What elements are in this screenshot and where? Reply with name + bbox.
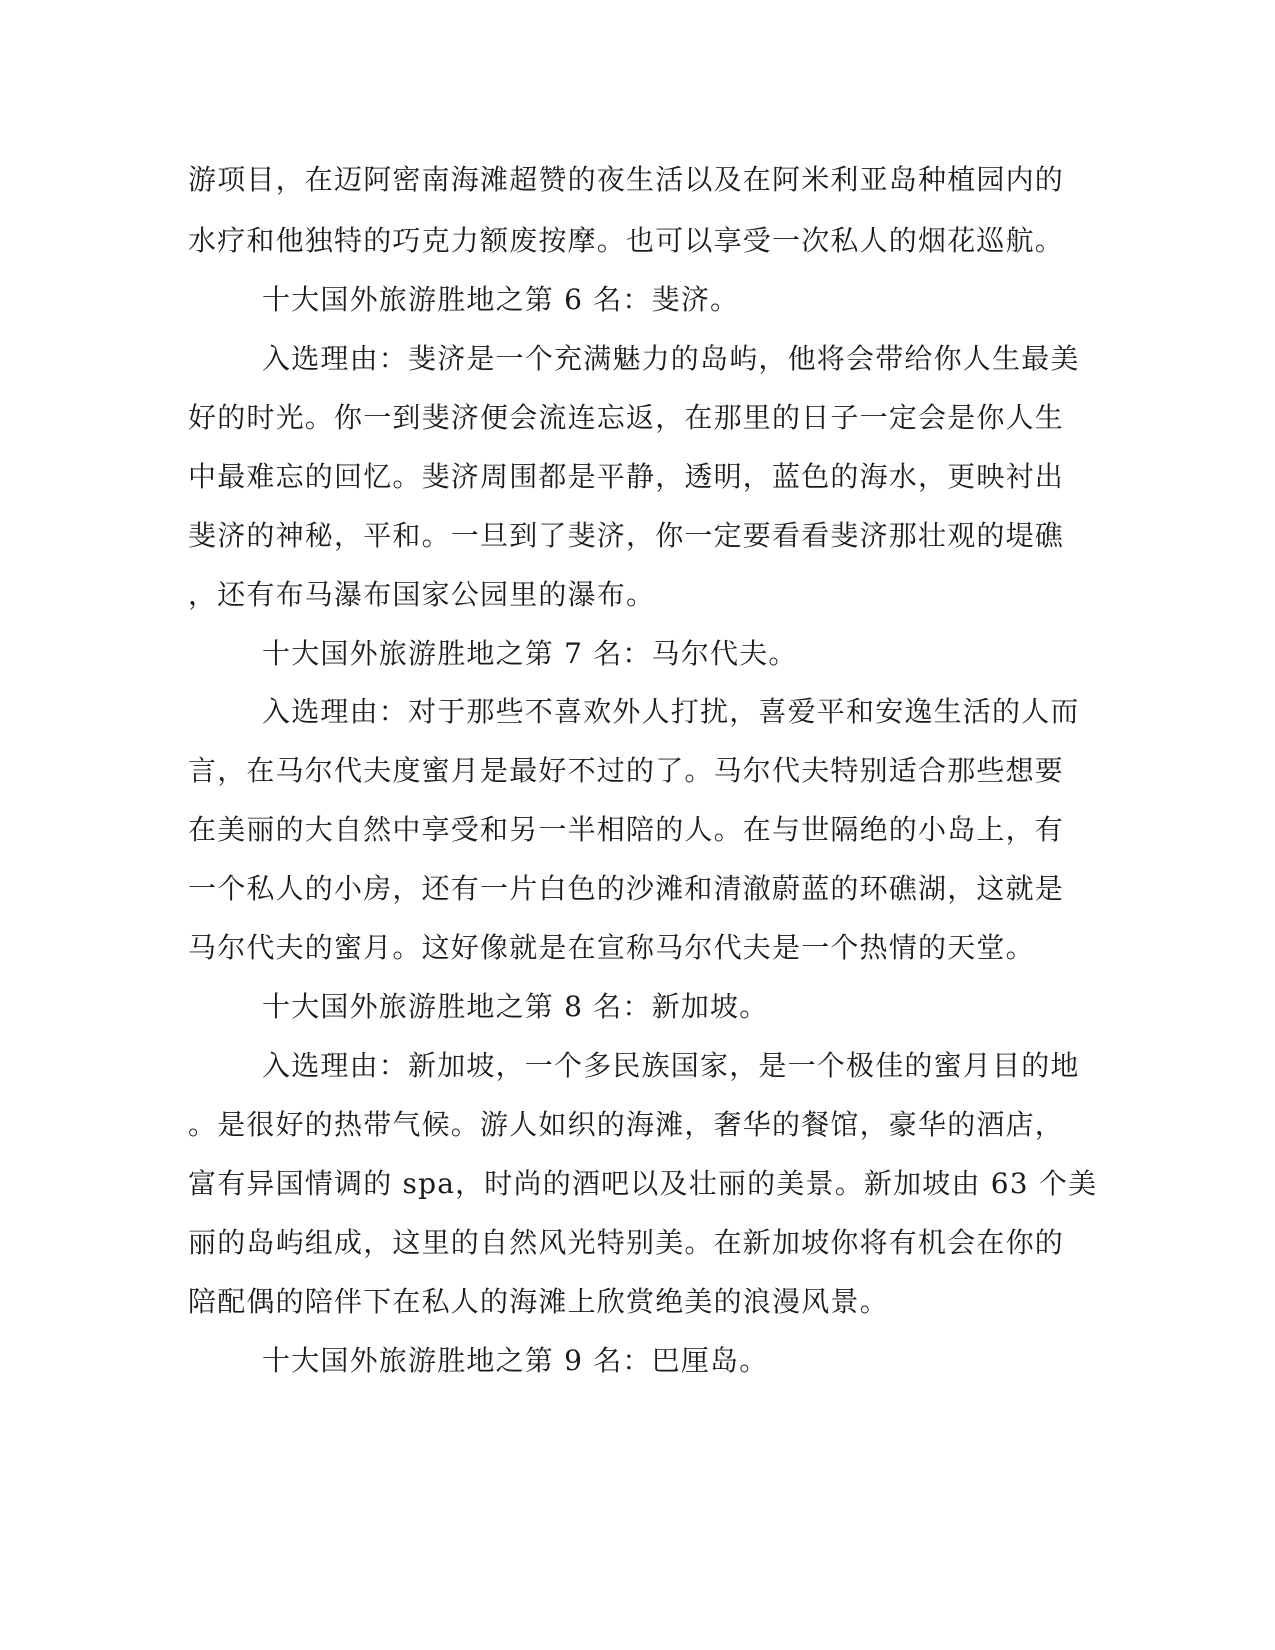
text-line: 一个私人的小房，还有一片白色的沙滩和清澈蔚蓝的环礁湖，这就是 [188, 872, 1065, 905]
text-line: 陪配偶的陪伴下在私人的海滩上欣赏绝美的浪漫风景。 [188, 1285, 889, 1318]
text-line: 游项目，在迈阿密南海滩超赞的夜生活以及在阿米利亚岛种植园内的 [188, 163, 1065, 196]
text-line: 富有异国情调的 spa，时尚的酒吧以及壮丽的美景。新加坡由 63 个美 [188, 1167, 1098, 1200]
text-line: 丽的岛屿组成，这里的自然风光特别美。在新加坡你将有机会在你的 [188, 1226, 1065, 1259]
text-line: 马尔代夫的蜜月。这好像就是在宣称马尔代夫是一个热情的天堂。 [188, 931, 1035, 964]
section-heading-rank-8: 十大国外旅游胜地之第 8 名：新加坡。 [262, 990, 769, 1023]
text-line: 言，在马尔代夫度蜜月是最好不过的了。马尔代夫特别适合那些想要 [188, 754, 1065, 787]
text-line: 好的时光。你一到斐济便会流连忘返，在那里的日子一定会是你人生 [188, 401, 1065, 434]
text-line: 斐济的神秘，平和。一旦到了斐济，你一定要看看斐济那壮观的堤礁 [188, 519, 1065, 552]
text-line: 入选理由：斐济是一个充满魅力的岛屿，他将会带给你人生最美 [262, 342, 1080, 375]
text-line: 在美丽的大自然中享受和另一半相陪的人。在与世隔绝的小岛上，有 [188, 813, 1065, 846]
text-line: 入选理由：新加坡，一个多民族国家，是一个极佳的蜜月目的地 [262, 1049, 1080, 1082]
section-heading-rank-7: 十大国外旅游胜地之第 7 名：马尔代夫。 [262, 637, 798, 670]
text-line: 水疗和他独特的巧克力额废按摩。也可以享受一次私人的烟花巡航。 [188, 224, 1065, 257]
text-line: 入选理由：对于那些不喜欢外人打扰，喜爱平和安逸生活的人而 [262, 695, 1080, 728]
text-line: 。是很好的热带气候。游人如织的海滩，奢华的餐馆，豪华的酒店， [188, 1108, 1065, 1141]
text-line: 中最难忘的回忆。斐济周围都是平静，透明，蓝色的海水，更映衬出 [188, 460, 1065, 493]
section-heading-rank-6: 十大国外旅游胜地之第 6 名：斐济。 [262, 283, 740, 316]
section-heading-rank-9: 十大国外旅游胜地之第 9 名：巴厘岛。 [262, 1344, 769, 1377]
text-line: ，还有布马瀑布国家公园里的瀑布。 [188, 578, 656, 611]
